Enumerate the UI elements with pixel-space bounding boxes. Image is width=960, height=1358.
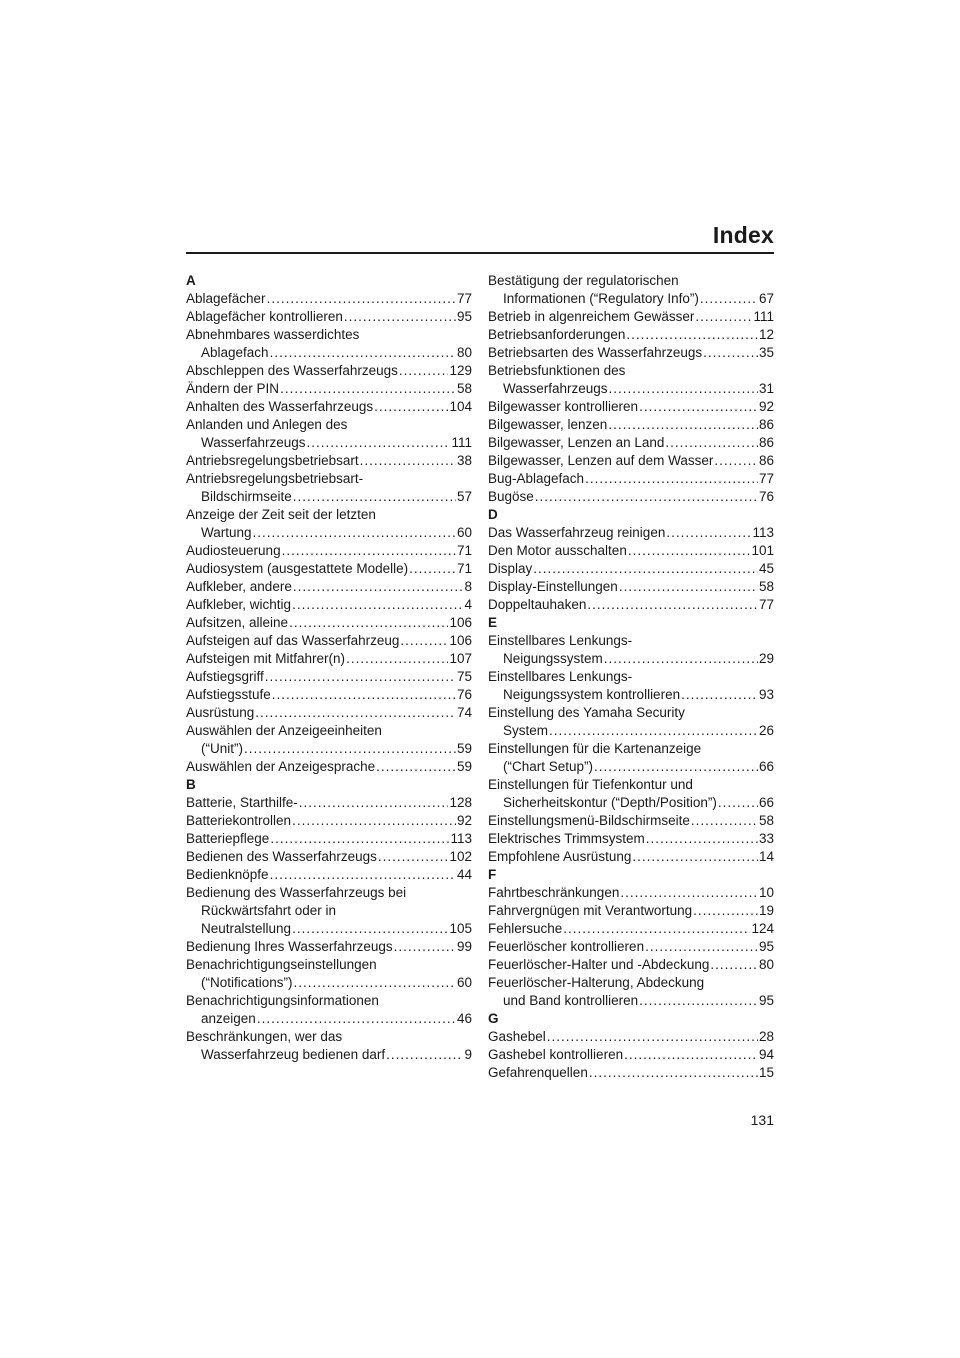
index-entry-text: Einstellbares Lenkungs-: [488, 633, 633, 648]
index-entry-text: Einstellung des Yamaha Security: [488, 705, 685, 720]
index-page-ref: 77: [758, 597, 774, 612]
index-entry-text: Wasserfahrzeugs: [201, 435, 306, 450]
index-entry-text: Aufstiegsstufe: [186, 687, 271, 702]
index-letter-heading: G: [488, 1011, 499, 1026]
index-page-ref: 105: [449, 921, 472, 936]
dot-leader: [292, 812, 456, 830]
dot-leader: [693, 902, 758, 920]
index-letter-heading: E: [488, 615, 498, 630]
page-number: 131: [750, 1112, 774, 1128]
index-entry: [186, 308, 472, 326]
index-entry: [186, 848, 472, 866]
index-entry: [186, 560, 472, 578]
index-entry-text: (“Notifications”): [201, 975, 293, 990]
index-column-left: [186, 272, 472, 1064]
index-page-ref: 58: [758, 579, 774, 594]
index-entry-text: Bedienknöpfe: [186, 867, 269, 882]
dot-leader: [665, 434, 758, 452]
index-page-ref: 86: [758, 417, 774, 432]
index-entry: [488, 974, 774, 1010]
dot-leader: [535, 488, 758, 506]
dot-leader: [270, 866, 456, 884]
index-entry: [186, 992, 472, 1028]
index-entry: [488, 596, 774, 614]
index-entry-text: Wasserfahrzeugs: [503, 381, 608, 396]
index-entry-text: Bestätigung der regulatorischen: [488, 273, 679, 288]
dot-leader: [695, 308, 752, 326]
index-page-ref: 113: [450, 831, 472, 846]
dot-leader: [646, 830, 758, 848]
dot-leader: [645, 938, 758, 956]
index-entry-text: Betriebsanforderungen: [488, 327, 626, 342]
index-page-ref: 77: [758, 471, 774, 486]
index-entry: [488, 1028, 774, 1046]
index-entry-text: Fahrtbeschränkungen: [488, 885, 620, 900]
index-page-ref: 67: [758, 291, 774, 306]
index-page-ref: 28: [758, 1029, 774, 1044]
index-entry-text: Elektrisches Trimmsystem: [488, 831, 645, 846]
index-page-ref: 111: [451, 435, 472, 450]
index-entry-text: Gashebel kontrollieren: [488, 1047, 624, 1062]
index-entry: [488, 524, 774, 542]
index-page-ref: 80: [758, 957, 774, 972]
index-entry: [488, 542, 774, 560]
index-entry: [488, 452, 774, 470]
index-entry-text: Neigungssystem: [503, 651, 603, 666]
dot-leader: [280, 380, 456, 398]
index-page-ref: 74: [456, 705, 472, 720]
dot-leader: [282, 542, 456, 560]
index-page-ref: 8: [464, 579, 472, 594]
dot-leader: [378, 848, 449, 866]
index-page-ref: 111: [753, 309, 774, 324]
dot-leader: [374, 398, 448, 416]
index-entry-text: Batteriekontrollen: [186, 813, 292, 828]
index-entry: [488, 632, 774, 668]
index-page-ref: 4: [464, 597, 472, 612]
index-entry-text: Informationen (“Regulatory Info”): [503, 291, 699, 306]
index-page-ref: 66: [758, 759, 774, 774]
index-entry: [186, 470, 472, 506]
index-entry-text: (“Unit”): [201, 741, 243, 756]
index-entry-text: (“Chart Setup”): [503, 759, 594, 774]
index-page-ref: 95: [758, 939, 774, 954]
dot-leader: [587, 596, 758, 614]
index-entry-text: Bilgewasser, Lenzen auf dem Wasser: [488, 453, 714, 468]
dot-leader: [360, 452, 456, 470]
index-page-ref: 59: [456, 741, 472, 756]
dot-leader: [639, 992, 758, 1010]
index-page-ref: 101: [751, 543, 774, 558]
index-entry-text: Bildschirmseite: [201, 489, 292, 504]
index-entry-text: Ablagefächer kontrollieren: [186, 309, 343, 324]
index-page-ref: 14: [758, 849, 774, 864]
dot-leader: [400, 632, 448, 650]
index-entry: [186, 758, 472, 776]
index-entry: [186, 542, 472, 560]
index-page-ref: 9: [464, 1047, 472, 1062]
index-entry: [488, 938, 774, 956]
index-entry: [186, 362, 472, 380]
dot-leader: [299, 794, 449, 812]
index-entry-text: Ablagefächer: [186, 291, 266, 306]
index-entry-text: Einstellungen für die Kartenanzeige: [488, 741, 702, 756]
index-entry: [186, 650, 472, 668]
index-entry: [488, 344, 774, 362]
index-entry: [186, 380, 472, 398]
index-page-ref: 26: [758, 723, 774, 738]
dot-leader: [718, 794, 758, 812]
index-entry-text: System: [503, 723, 549, 738]
index-page-ref: 86: [758, 435, 774, 450]
index-entry: [186, 1028, 472, 1064]
index-letter-heading: D: [488, 507, 498, 522]
dot-leader: [253, 524, 456, 542]
index-entry-text: Betriebsarten des Wasserfahrzeugs: [488, 345, 703, 360]
index-page-ref: 15: [758, 1065, 774, 1080]
index-entry-text: Wartung: [201, 525, 252, 540]
index-entry: [488, 956, 774, 974]
dot-leader: [386, 1046, 463, 1064]
index-page-ref: 77: [456, 291, 472, 306]
page-title: Index: [712, 222, 774, 248]
index-entry: [186, 290, 472, 308]
index-page-ref: 60: [456, 525, 472, 540]
index-entry-text: Neutralstellung: [201, 921, 292, 936]
dot-leader: [293, 578, 464, 596]
index-page-ref: 99: [456, 939, 472, 954]
index-entry-text: Aufkleber, wichtig: [186, 597, 292, 612]
index-entry: [488, 434, 774, 452]
index-entry-text: Das Wasserfahrzeug reinigen: [488, 525, 666, 540]
index-letter-heading: A: [186, 273, 196, 288]
index-page-ref: 102: [449, 849, 472, 864]
index-page-ref: 31: [758, 381, 774, 396]
dot-leader: [700, 290, 758, 308]
dot-leader: [628, 542, 751, 560]
index-entry: [488, 560, 774, 578]
index-entry: [488, 578, 774, 596]
index-page-ref: 35: [758, 345, 774, 360]
index-entry-text: Audiosystem (ausgestattete Modelle): [186, 561, 409, 576]
index-entry: [488, 1064, 774, 1082]
index-entry: [488, 704, 774, 740]
index-entry-text: Audiosteuerung: [186, 543, 281, 558]
dot-leader: [394, 938, 456, 956]
index-entry-text: Aufsteigen mit Mitfahrer(n): [186, 651, 346, 666]
index-page-ref: 75: [456, 669, 472, 684]
index-page-ref: 58: [758, 813, 774, 828]
dot-leader: [624, 1046, 758, 1064]
index-entry-text: Bedienen des Wasserfahrzeugs: [186, 849, 377, 864]
dot-leader: [376, 758, 456, 776]
index-entry-text: Benachrichtigungseinstellungen: [186, 957, 377, 972]
index-entry-text: Aufsitzen, alleine: [186, 615, 289, 630]
index-entry: [186, 884, 472, 938]
index-entry: [488, 830, 774, 848]
index-entry: [488, 488, 774, 506]
dot-leader: [604, 650, 758, 668]
index-page-ref: 76: [758, 489, 774, 504]
dot-leader: [409, 560, 456, 578]
index-page-ref: 66: [758, 795, 774, 810]
index-page-ref: 113: [752, 525, 774, 540]
index-entry: [488, 668, 774, 704]
index-entry-text: Anlanden und Anlegen des: [186, 417, 348, 432]
index-entry: [488, 884, 774, 902]
dot-leader: [533, 560, 758, 578]
index-entry: [186, 668, 472, 686]
dot-leader: [292, 920, 448, 938]
index-entry: [488, 398, 774, 416]
index-entry-text: Display: [488, 561, 533, 576]
dot-leader: [289, 614, 448, 632]
index-entry-text: Ausrüstung: [186, 705, 255, 720]
dot-leader: [270, 830, 449, 848]
index-page-ref: 12: [758, 327, 774, 342]
dot-leader: [609, 380, 758, 398]
index-entry-text: Anhalten des Wasserfahrzeugs: [186, 399, 374, 414]
index-entry-text: Benachrichtigungsinformationen: [186, 993, 379, 1008]
dot-leader: [244, 740, 456, 758]
index-entry: [186, 416, 472, 452]
index-entry: [488, 272, 774, 308]
index-entry-text: Beschränkungen, wer das: [186, 1029, 343, 1044]
index-entry: [186, 794, 472, 812]
index-page-ref: 80: [456, 345, 472, 360]
index-entry: [488, 776, 774, 812]
index-entry-text: Betriebsfunktionen des: [488, 363, 626, 378]
index-entry-text: Auswählen der Anzeigesprache: [186, 759, 376, 774]
index-letter-heading: B: [186, 777, 196, 792]
dot-leader: [585, 470, 758, 488]
index-entry-text: Empfohlene Ausrüstung: [488, 849, 632, 864]
index-page-ref: 29: [758, 651, 774, 666]
index-entry: [186, 866, 472, 884]
index-entry: [186, 398, 472, 416]
index-page-ref: 44: [456, 867, 472, 882]
index-entry-text: Abnehmbares wasserdichtes: [186, 327, 360, 342]
index-entry-text: Neigungssystem kontrollieren: [503, 687, 681, 702]
index-page-ref: 92: [758, 399, 774, 414]
index-entry-text: Aufsteigen auf das Wasserfahrzeug: [186, 633, 400, 648]
index-entry-text: Einstellungsmenü-Bildschirmseite: [488, 813, 690, 828]
index-entry-text: Gashebel: [488, 1029, 546, 1044]
dot-leader: [632, 848, 758, 866]
index-entry: [488, 812, 774, 830]
index-entry-text: Batteriepflege: [186, 831, 270, 846]
index-entry-text: anzeigen: [201, 1011, 256, 1026]
index-entry-text: Fehlersuche: [488, 921, 563, 936]
index-entry: [186, 632, 472, 650]
index-page-ref: 106: [449, 633, 472, 648]
index-column-right: [488, 272, 774, 1082]
index-entry-text: Auswählen der Anzeigeeinheiten: [186, 723, 382, 738]
dot-leader: [703, 344, 758, 362]
dot-leader: [626, 326, 758, 344]
index-entry-text: Doppeltauhaken: [488, 597, 587, 612]
index-entry: [488, 326, 774, 344]
index-entry-text: Feuerlöscher-Halterung, Abdeckung: [488, 975, 705, 990]
index-entry: [186, 614, 472, 632]
index-entry-text: Einstellbares Lenkungs-: [488, 669, 633, 684]
dot-leader: [270, 344, 456, 362]
index-entry-text: Betrieb in algenreichem Gewässer: [488, 309, 695, 324]
dot-leader: [666, 524, 751, 542]
index-entry: [186, 956, 472, 992]
index-entry: [488, 308, 774, 326]
index-letter-heading: F: [488, 867, 497, 882]
dot-leader: [710, 956, 758, 974]
index-entry: [488, 1046, 774, 1064]
index-page-ref: 46: [456, 1011, 472, 1026]
index-page-ref: 95: [758, 993, 774, 1008]
index-page-ref: 94: [758, 1047, 774, 1062]
index-entry-text: Feuerlöscher kontrollieren: [488, 939, 645, 954]
dot-leader: [292, 596, 463, 614]
index-entry: [488, 470, 774, 488]
index-entry: [186, 326, 472, 362]
index-entry: [186, 596, 472, 614]
dot-leader: [265, 668, 456, 686]
index-entry: [488, 416, 774, 434]
dot-leader: [307, 434, 451, 452]
index-page-ref: 57: [456, 489, 472, 504]
index-entry-text: Bilgewasser, lenzen: [488, 417, 608, 432]
dot-leader: [294, 974, 456, 992]
dot-leader: [681, 686, 758, 704]
index-page-ref: 19: [758, 903, 774, 918]
index-page-ref: 58: [456, 381, 472, 396]
dot-leader: [344, 308, 456, 326]
index-page-ref: 95: [456, 309, 472, 324]
index-entry-text: Feuerlöscher-Halter und -Abdeckung: [488, 957, 710, 972]
index-entry-text: Aufstiegsgriff: [186, 669, 264, 684]
index-entry-text: Anzeige der Zeit seit der letzten: [186, 507, 376, 522]
index-entry-text: Wasserfahrzeug bedienen darf: [201, 1047, 386, 1062]
index-entry: [186, 722, 472, 758]
dot-leader: [267, 290, 456, 308]
index-entry-text: Bedienung des Wasserfahrzeugs bei: [186, 885, 407, 900]
index-entry-text: Bilgewasser kontrollieren: [488, 399, 639, 414]
index-entry-text: Bugöse: [488, 489, 534, 504]
index-entry-text: Einstellungen für Tiefenkontur und: [488, 777, 693, 792]
index-entry: [186, 686, 472, 704]
dot-leader: [272, 686, 456, 704]
index-page-ref: 107: [449, 651, 472, 666]
index-page-ref: 38: [456, 453, 472, 468]
index-entry: [186, 704, 472, 722]
index-entry-text: Bilgewasser, Lenzen an Land: [488, 435, 665, 450]
dot-leader: [620, 884, 758, 902]
dot-leader: [594, 758, 758, 776]
index-entry-text: Sicherheitskontur (“Depth/Position”): [503, 795, 717, 810]
index-page-ref: 10: [758, 885, 774, 900]
index-entry-text: Abschleppen des Wasserfahrzeugs: [186, 363, 398, 378]
dot-leader: [399, 362, 449, 380]
title-rule: [186, 252, 774, 254]
index-entry: [488, 920, 774, 938]
index-entry-text: und Band kontrollieren: [503, 993, 639, 1008]
dot-leader: [257, 1010, 456, 1028]
index-page-ref: 76: [456, 687, 472, 702]
index-entry: [488, 848, 774, 866]
index-page-ref: 45: [758, 561, 774, 576]
index-page-ref: 92: [456, 813, 472, 828]
index-page-ref: 93: [758, 687, 774, 702]
index-page-ref: 106: [449, 615, 472, 630]
index-entry: [186, 812, 472, 830]
index-entry-text: Antriebsregelungsbetriebsart-: [186, 471, 364, 486]
index-entry: [186, 830, 472, 848]
index-entry: [186, 938, 472, 956]
index-page-ref: 33: [758, 831, 774, 846]
index-page-ref: 71: [456, 543, 472, 558]
index-entry-text: Ändern der PIN: [186, 381, 280, 396]
index-entry-text: Antriebsregelungsbetriebsart: [186, 453, 359, 468]
index-entry: [186, 506, 472, 542]
index-entry-text: Fahrvergnügen mit Verantwortung: [488, 903, 693, 918]
index-page-ref: 104: [449, 399, 472, 414]
dot-leader: [589, 1064, 758, 1082]
index-page-ref: 86: [758, 453, 774, 468]
index-page-ref: 129: [449, 363, 472, 378]
dot-leader: [619, 578, 758, 596]
index-entry-text: Aufkleber, andere: [186, 579, 292, 594]
index-entry-text: Gefahrenquellen: [488, 1065, 588, 1080]
index-entry-text: Ablagefach: [201, 345, 269, 360]
dot-leader: [714, 452, 758, 470]
index-entry: [488, 740, 774, 776]
index-entry-text: Bedienung Ihres Wasserfahrzeugs: [186, 939, 393, 954]
dot-leader: [608, 416, 758, 434]
index-entry-text: Batterie, Starthilfe-: [186, 795, 298, 810]
index-entry-text: Bug-Ablagefach: [488, 471, 585, 486]
dot-leader: [549, 722, 758, 740]
dot-leader: [293, 488, 456, 506]
index-page-ref: 124: [751, 921, 774, 936]
index-page-ref: 71: [456, 561, 472, 576]
index-entry: [186, 452, 472, 470]
index-entry-text: Den Motor ausschalten: [488, 543, 627, 558]
dot-leader: [255, 704, 456, 722]
index-entry-text: Rückwärtsfahrt oder in: [201, 903, 337, 918]
dot-leader: [691, 812, 758, 830]
dot-leader: [547, 1028, 758, 1046]
index-page-ref: 60: [456, 975, 472, 990]
dot-leader: [346, 650, 448, 668]
index-entry: [488, 902, 774, 920]
index-page-ref: 128: [449, 795, 472, 810]
index-entry: [186, 578, 472, 596]
dot-leader: [639, 398, 758, 416]
dot-leader: [563, 920, 750, 938]
index-page-ref: 59: [456, 759, 472, 774]
index-entry: [488, 362, 774, 398]
index-entry-text: Display-Einstellungen: [488, 579, 618, 594]
